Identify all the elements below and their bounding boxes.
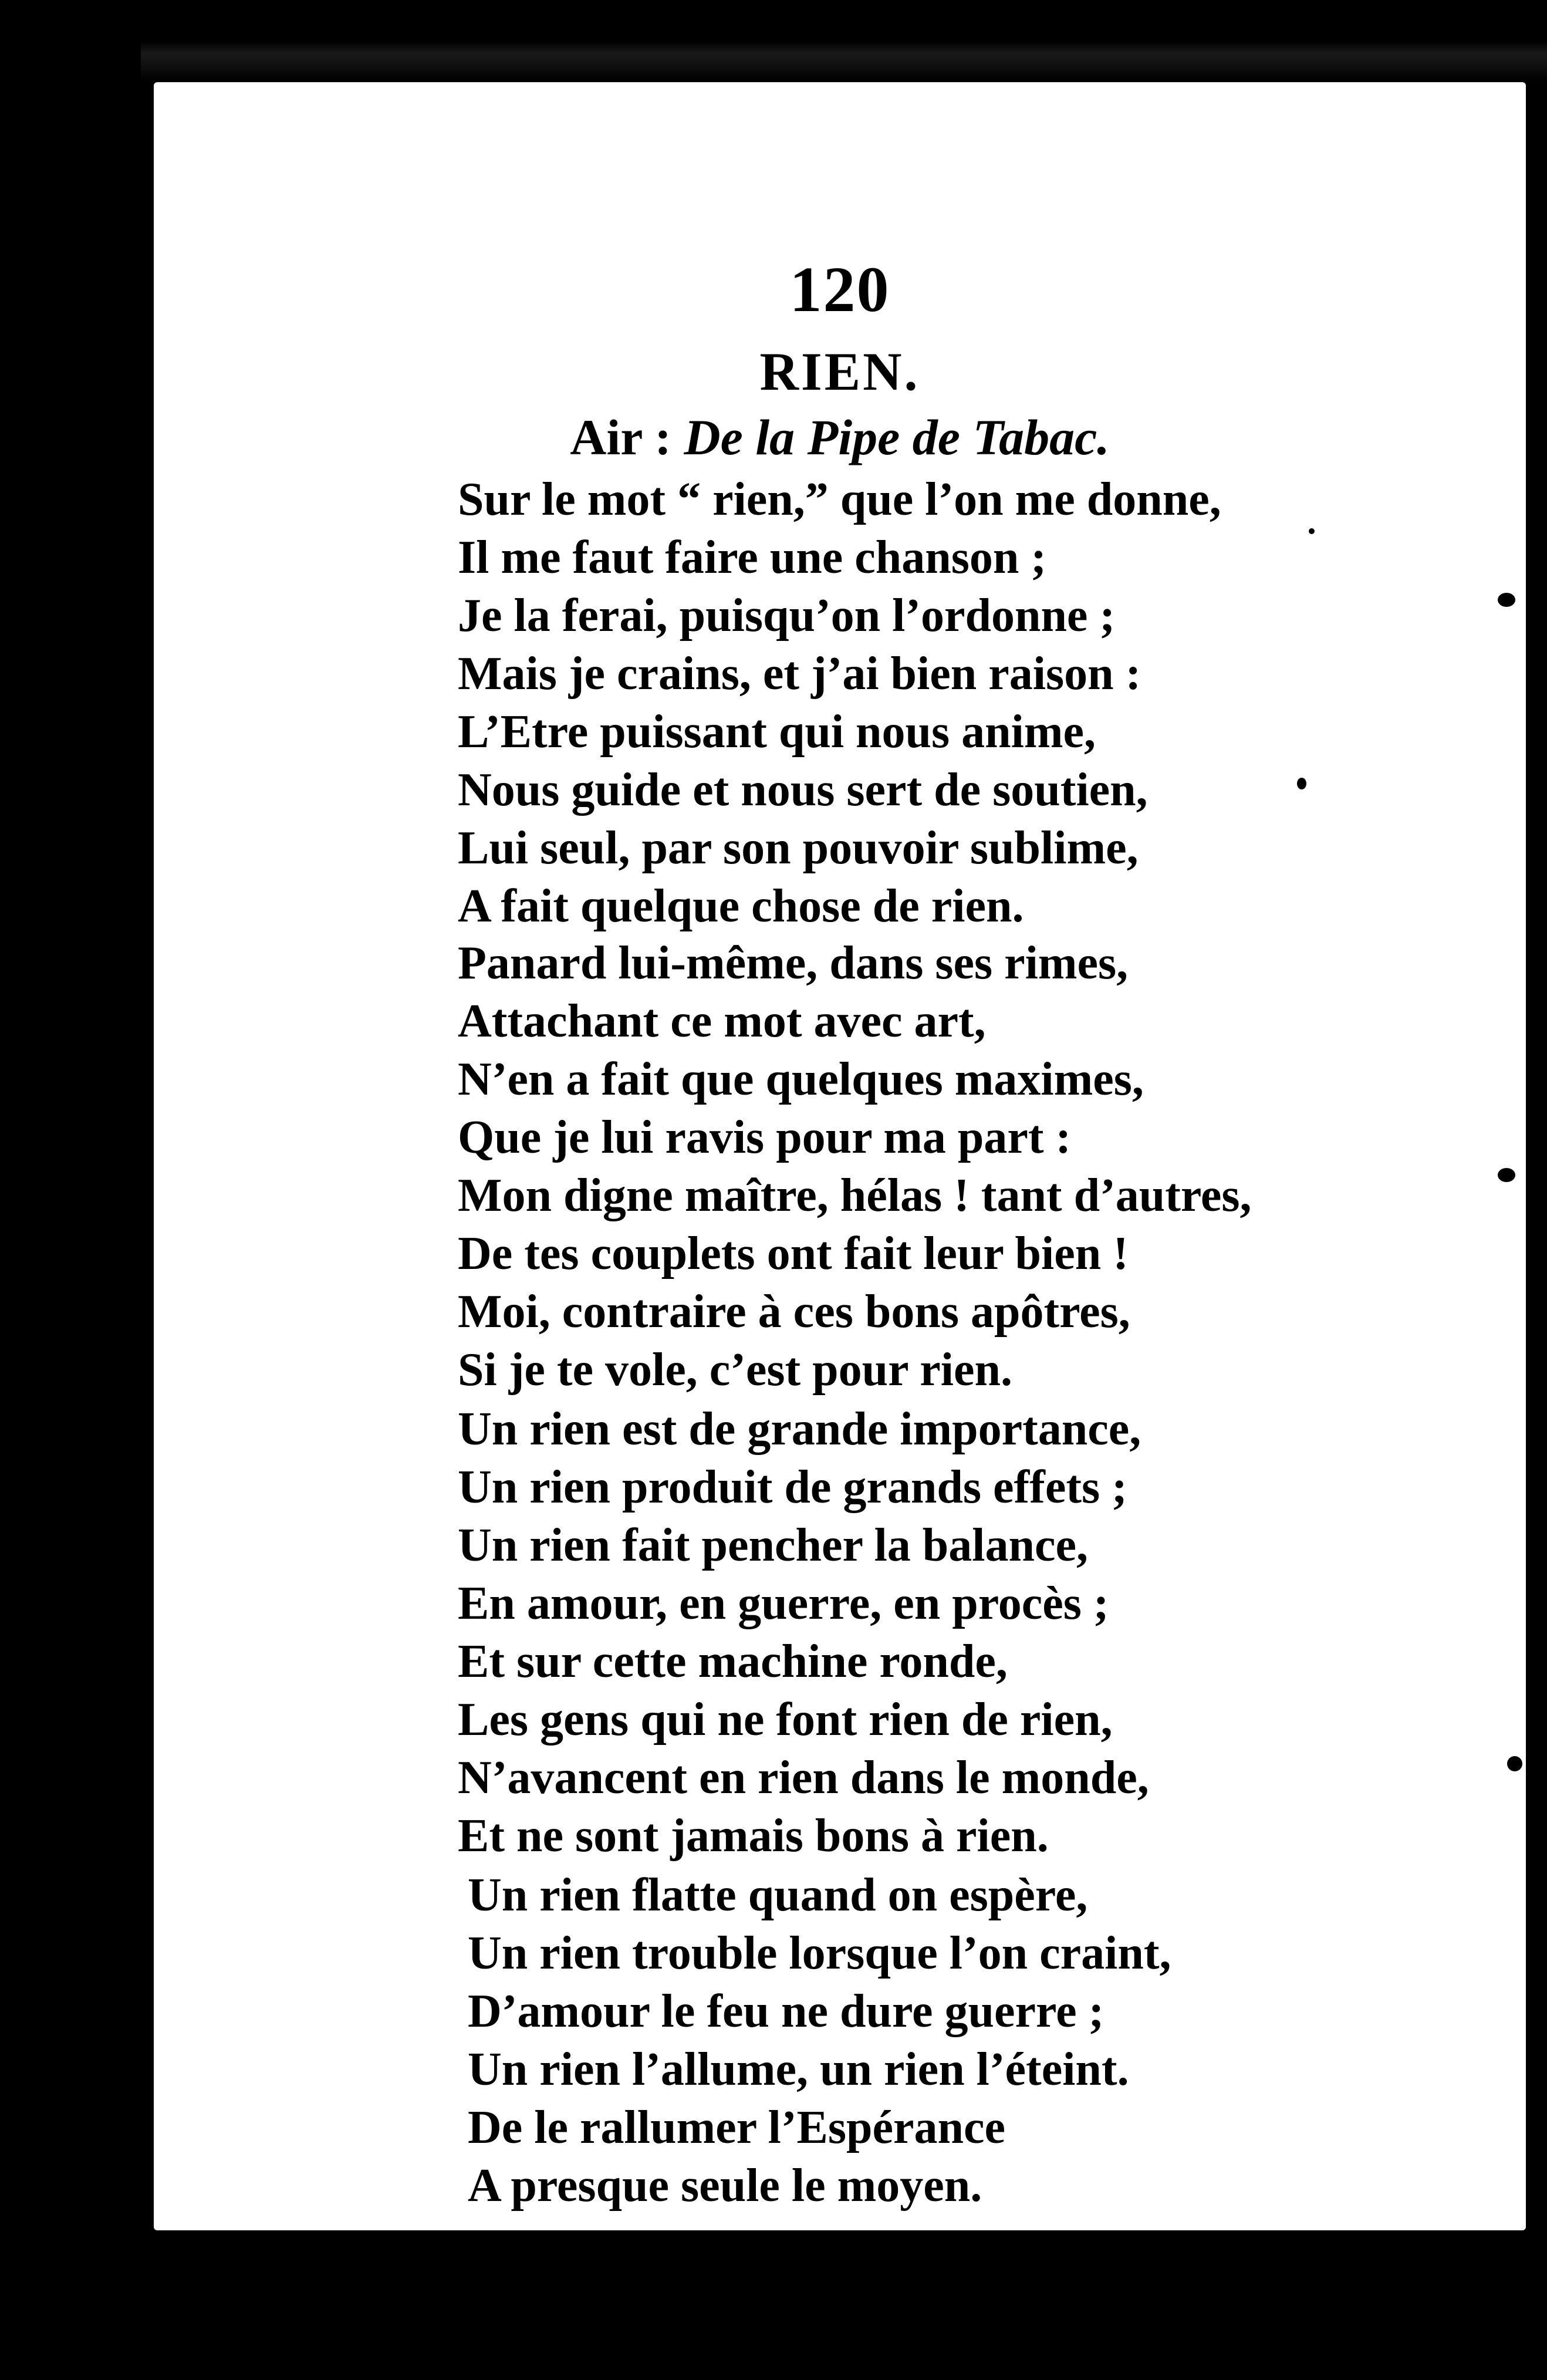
verse-line: Nous guide et nous sert de soutien, [458, 764, 1148, 816]
verse-line: N’en a fait que quelques maximes, [458, 1054, 1144, 1105]
book-page [154, 82, 1526, 2230]
verse-line: Les gens qui ne font rien de rien, [458, 1694, 1113, 1746]
air-tune: De la Pipe de Tabac. [684, 409, 1110, 465]
song-title: RIEN. [759, 342, 920, 401]
verse-line: Si je te vole, c’est pour rien. [458, 1344, 1012, 1396]
verse-line: L’Etre puissant qui nous anime, [458, 706, 1096, 758]
air-label: Air : [570, 409, 671, 465]
stanza-4 [468, 1866, 1524, 2215]
verse-line: A presque seule le moyen. [468, 2160, 982, 2212]
verse-line: Et ne sont jamais bons à rien. [458, 1810, 1049, 1862]
verse-line: De le rallumer l’Espérance [468, 2102, 1006, 2153]
page-top-edge [141, 41, 1547, 82]
verse-line: Un rien produit de grands effets ; [458, 1461, 1127, 1513]
verse-line: Sur le mot “ rien,” que l’on me donne, [458, 474, 1221, 525]
air-line [154, 408, 1526, 467]
verse-line: Moi, contraire à ces bons apôtres, [458, 1286, 1130, 1338]
verse-line: En amour, en guerre, en procès ; [458, 1578, 1109, 1629]
stanza-1 [458, 471, 1514, 936]
stanza-2 [458, 934, 1514, 1399]
verse-line: N’avancent en rien dans le monde, [458, 1752, 1149, 1804]
verse-line: D’amour le feu ne dure guerre ; [468, 1986, 1104, 2037]
verse-line: Un rien est de grande importance, [458, 1403, 1141, 1455]
verse-line: De tes couplets ont fait leur bien ! [458, 1228, 1129, 1280]
page-speck [1498, 593, 1515, 607]
page-speck [1309, 528, 1315, 534]
verse-line: Un rien l’allume, un rien l’éteint. [468, 2044, 1129, 2095]
page-speck [1498, 1168, 1515, 1182]
verse-line: Et sur cette machine ronde, [458, 1636, 1008, 1687]
verse-line: Un rien fait pencher la balance, [458, 1520, 1089, 1571]
verse-line: Panard lui-même, dans ses rimes, [458, 937, 1129, 989]
verse-line: Un rien trouble lorsque l’on craint, [468, 1927, 1171, 1979]
verse-line: A fait quelque chose de rien. [458, 880, 1024, 932]
page-speck [1507, 1756, 1522, 1771]
page-speck [1297, 778, 1306, 789]
page-number: 120 [789, 254, 890, 325]
verse-line: Il me faut faire une chanson ; [458, 532, 1046, 583]
verse-line: Que je lui ravis pour ma part : [458, 1112, 1072, 1163]
verse-line: Mais je crains, et j’ai bien raison : [458, 648, 1141, 700]
verse-line: Attachant ce mot avec art, [458, 995, 986, 1047]
verse-line: Lui seul, par son pouvoir sublime, [458, 822, 1139, 874]
verse-line: Je la ferai, puisqu’on l’ordonne ; [458, 590, 1116, 642]
verse-line: Mon digne maître, hélas ! tant d’autres, [458, 1170, 1252, 1221]
verse-line: Un rien flatte quand on espère, [468, 1869, 1088, 1921]
stanza-3 [458, 1400, 1514, 1865]
